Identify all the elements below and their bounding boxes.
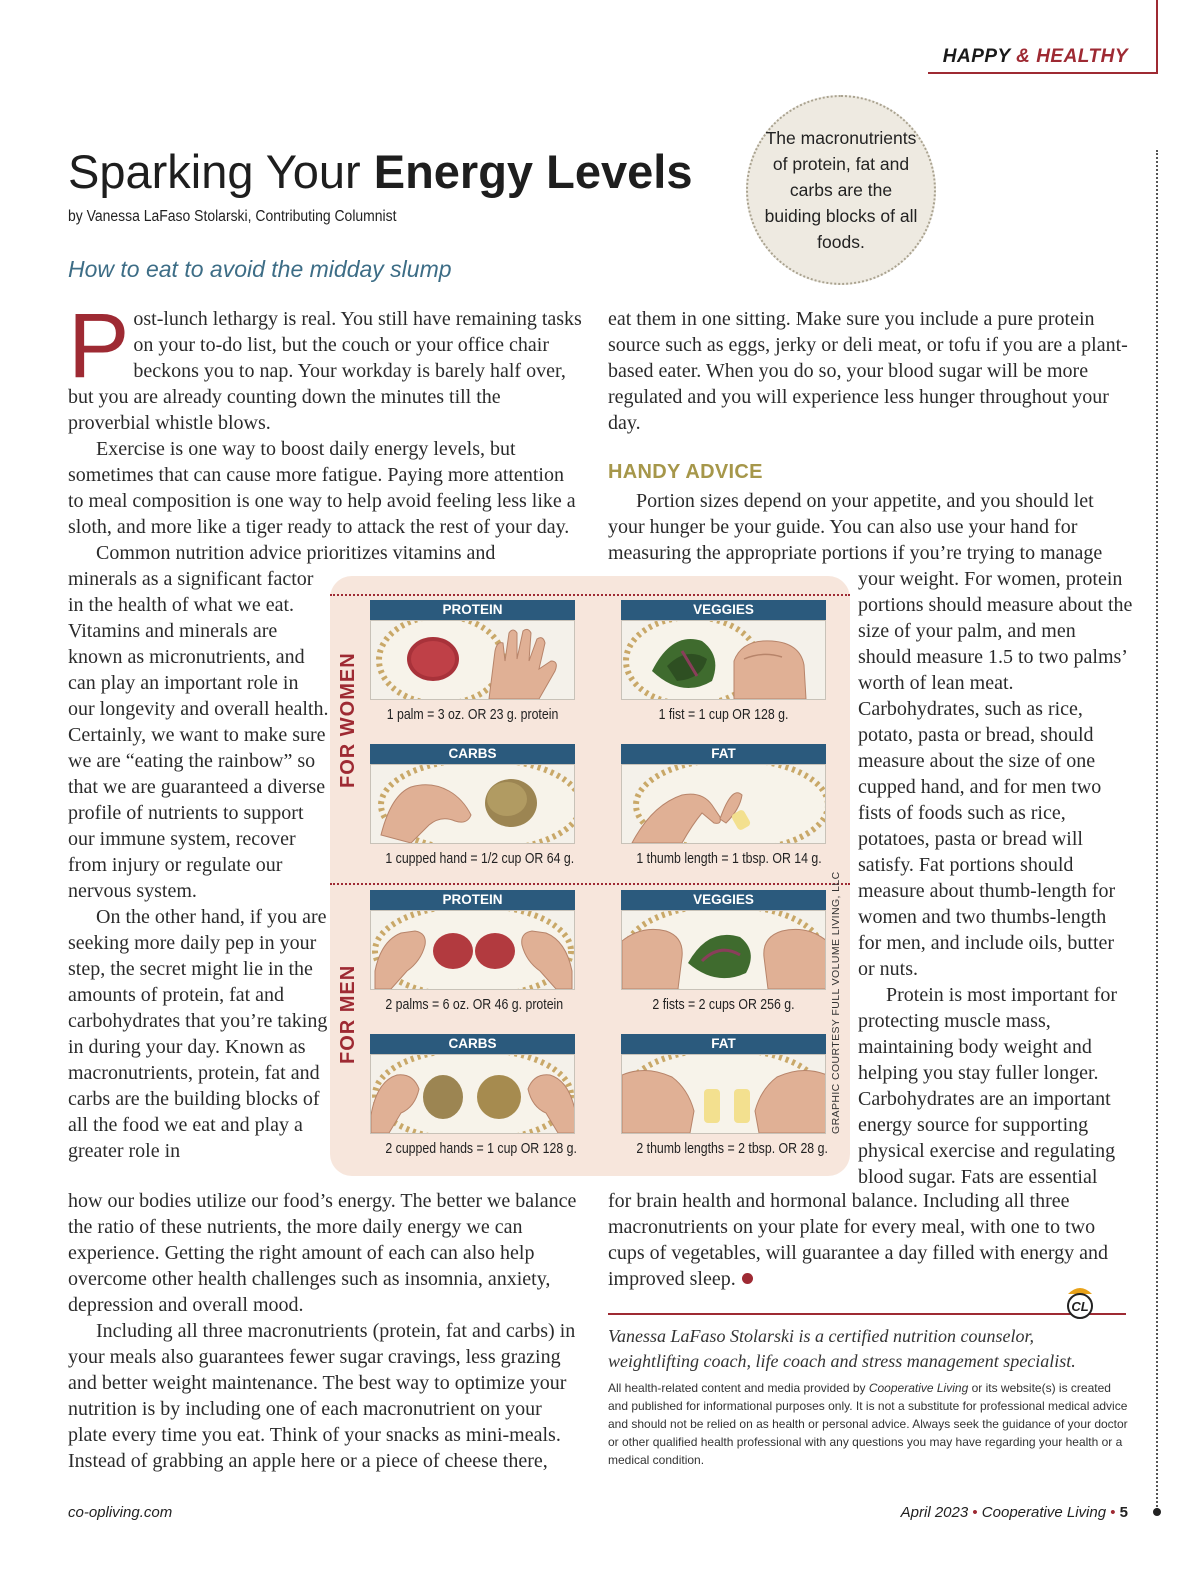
panel-caption: 1 thumb length = 1 tbsp. OR 14 g. xyxy=(636,851,822,867)
paragraph-4-cont: how our bodies utilize our food’s energy. The better we balance the ratio of these nutrients, the more daily energy we can experience. Getting the right amount of each can also help overcome other health challenges such as insomnia, anxiety, depression and overall mood. xyxy=(68,1190,577,1316)
cupped-hand-carbs-photo-icon xyxy=(370,764,575,844)
panel-men-protein xyxy=(370,890,575,1013)
cooperative-living-logo-icon xyxy=(1062,1284,1098,1320)
panel-men-veggies xyxy=(621,890,826,1013)
column-2-wrap xyxy=(858,566,1134,1190)
two-cupped-hands-carbs-photo-icon xyxy=(370,1054,575,1134)
title-light: Sparking Your xyxy=(68,145,374,198)
panel-heading: CARBS xyxy=(370,744,575,764)
panel-heading: PROTEIN xyxy=(370,890,575,910)
paragraph-5: Including all three macronutrients (protein, fat and carbs) in your meals also guarantees fewer sugar cravings, less grazing and better weight maintenance. The best way to optimize your nutrition is by including one of each macronutrient on your plate every time you eat. Think of your snacks as mini-meals. Instead of grabbing an apple here or a piece of cheese there, xyxy=(68,1320,576,1472)
column-1-top xyxy=(68,295,584,566)
article-title xyxy=(68,144,692,199)
panel-women-protein xyxy=(370,600,575,723)
section-tag xyxy=(943,46,1128,68)
panel-women-carbs xyxy=(370,744,575,867)
disclaimer-text-2: or its website(s) is created and published for informational purposes only. It is not a substitute for professional medical advice and should not be relied on as health or personal advice. Always seek the guidance of your doctor or other qualified health professional with any questions you may have regarding your health or a medical condition. xyxy=(608,1381,1128,1467)
footer-sep-2: • xyxy=(1110,1504,1116,1521)
column-2-top xyxy=(608,306,1128,436)
drop-cap: P xyxy=(68,295,130,397)
panel-heading: PROTEIN xyxy=(370,600,575,620)
paragraph-3-cont: minerals as a significant factor in the health of what we eat. Vitamins and minerals are known as micronutrients, and can play an important role in our longevity and overall health. Certainly, we want to make sure we are “eating the rainbow” so that we are guaranteed a diverse profile of nutrients to support our immune system, recover from injury or regulate our nervous system. xyxy=(68,568,329,902)
paragraph-6: eat them in one sitting. Make sure you include a pure protein source such as eggs, jerky or deli meat, or tofu if you are a plant-based eater. When you do so, your blood sugar will be more regulated and you will experience less hunger throughout your day. xyxy=(608,308,1128,434)
footer-date: April 2023 xyxy=(900,1504,969,1521)
two-thumbs-fat-photo-icon xyxy=(621,1054,826,1134)
column-1-bottom xyxy=(68,1188,584,1474)
panel-heading: CARBS xyxy=(370,1034,575,1054)
panel-caption: 2 palms = 6 oz. OR 46 g. protein xyxy=(385,997,564,1013)
end-mark xyxy=(742,1273,753,1284)
paragraph-1: ost-lunch lethargy is real. You still have remaining tasks on your to-do list, but the couch or your office chair beckons you to nap. Your workday is barely half over, but you are already counting down the minutes till the proverbial whistle blows. xyxy=(68,308,582,434)
pull-quote-text: The macronutrients of protein, fat and carbs are the buiding blocks of all foods. xyxy=(764,128,918,252)
disclaimer-text-1: All health-related content and media provided by xyxy=(608,1381,869,1395)
paragraph-8-start: Protein is most important for protecting muscle mass, maintaining body weight and helping you stay fuller longer. Carbohydrates are an important energy source for supporting physical exercise and regulating blood sugar. Fats are essential xyxy=(858,984,1118,1188)
panel-women-veggies xyxy=(621,600,826,723)
paragraph-8-cont: for brain health and hormonal balance. Including all three macronutrients on your plate for every meal, with one to two cups of vegetables, will guarantee a day filled with energy and improved sleep. xyxy=(608,1190,1109,1290)
panel-heading: VEGGIES xyxy=(621,890,826,910)
page-number: 5 xyxy=(1119,1504,1128,1521)
panel-heading: FAT xyxy=(621,1034,826,1054)
fist-veggies-photo-icon xyxy=(621,620,826,700)
byline: by Vanessa LaFaso Stolarski, Contributing Columnist xyxy=(68,208,397,225)
deck: How to eat to avoid the midday slump xyxy=(68,256,452,282)
author-bio: Vanessa LaFaso Stolarski is a certified nutrition counselor, weightlifting coach, life coach and stress management specialist. xyxy=(608,1326,1076,1371)
bio-rule xyxy=(608,1313,1126,1315)
section-tag-word2: HEALTHY xyxy=(1036,46,1128,67)
page-edge-dotted-rule xyxy=(1156,150,1158,1510)
panel-caption: 2 fists = 2 cups OR 256 g. xyxy=(652,997,795,1013)
panel-women-fat xyxy=(621,744,826,867)
disclaimer-brand: Cooperative Living xyxy=(868,1381,969,1395)
subhead-handy-advice: HANDY ADVICE xyxy=(608,461,763,483)
two-fists-veggies-photo-icon xyxy=(621,910,826,990)
paragraph-4-start: On the other hand, if you are seeking more daily pep in your step, the secret might lie in the amounts of protein, fat and carbohydrates that you’re taking in during your day. Known as macronutrients, protein, fat and carbs are the building blocks of all the food we eat and play a greater role in xyxy=(68,906,328,1162)
panel-heading: VEGGIES xyxy=(621,600,826,620)
page-edge-dot xyxy=(1153,1508,1161,1516)
infographic-divider xyxy=(330,883,850,885)
panel-caption: 1 fist = 1 cup OR 128 g. xyxy=(658,707,789,723)
paragraph-3-start: Common nutrition advice prioritizes vitamins and xyxy=(96,542,496,564)
panel-caption: 2 thumb lengths = 2 tbsp. OR 28 g. xyxy=(636,1141,828,1157)
graphic-credit: GRAPHIC COURTESY FULL VOLUME LIVING, LLC xyxy=(830,871,842,1134)
column-1-wrap xyxy=(68,566,330,1164)
pull-quote-circle xyxy=(746,95,936,285)
thumb-fat-photo-icon xyxy=(621,764,826,844)
section-tag-word1: HAPPY xyxy=(942,46,1011,67)
panel-caption: 1 palm = 3 oz. OR 23 g. protein xyxy=(386,707,559,723)
infographic-top-rule xyxy=(330,594,850,596)
title-bold: Energy Levels xyxy=(373,145,693,198)
two-palms-protein-photo-icon xyxy=(370,910,575,990)
panel-men-carbs xyxy=(370,1034,575,1157)
footer-sep-1: • xyxy=(972,1504,978,1521)
paragraph-2: Exercise is one way to boost daily energy levels, but sometimes that can cause more fatigue. Paying more attention to meal composition is one way to help avoid feeling less like a sloth, and more like a tiger ready to attack the rest of your day. xyxy=(68,438,576,538)
label-for-women: FOR WOMEN xyxy=(337,652,359,788)
panel-heading: FAT xyxy=(621,744,826,764)
section-tag-ampersand: & xyxy=(1016,46,1031,67)
paragraph-7-cont: your weight. For women, protein portions should measure about the size of your palm, and men should measure 1.5 to two palms’ worth of lean meat. Carbohydrates, such as rice, potato, pasta or bread, should measure about the size of one cupped hand, and for men two fists of foods such as rice, potatoes, pasta or bread will satisfy. Fat portions should measure about thumb-length for women and two thumbs-length for men, and include oils, butter or nuts. xyxy=(858,568,1133,980)
header-edge-rule xyxy=(1156,0,1158,74)
disclaimer xyxy=(608,1379,1128,1469)
panel-caption: 1 cupped hand = 1/2 cup OR 64 g. xyxy=(385,851,575,867)
footer-website: co-opliving.com xyxy=(68,1504,173,1521)
footer-magazine: Cooperative Living xyxy=(981,1504,1107,1521)
label-for-men: FOR MEN xyxy=(337,964,359,1064)
logo-text: CL xyxy=(1071,1299,1089,1314)
portion-size-infographic xyxy=(330,576,850,1176)
panel-caption: 2 cupped hands = 1 cup OR 128 g. xyxy=(385,1141,577,1157)
header-rule xyxy=(928,72,1158,74)
column-2-bottom xyxy=(608,1188,1128,1292)
paragraph-7-start: Portion sizes depend on your appetite, and you should let your hunger be your guide. You can also use your hand for measuring the appropriate portions if you’re trying to manage xyxy=(608,490,1103,564)
panel-men-fat xyxy=(621,1034,826,1157)
footer-issue xyxy=(901,1504,1128,1521)
column-2-mid xyxy=(608,488,1128,566)
palm-protein-photo-icon xyxy=(370,620,575,700)
